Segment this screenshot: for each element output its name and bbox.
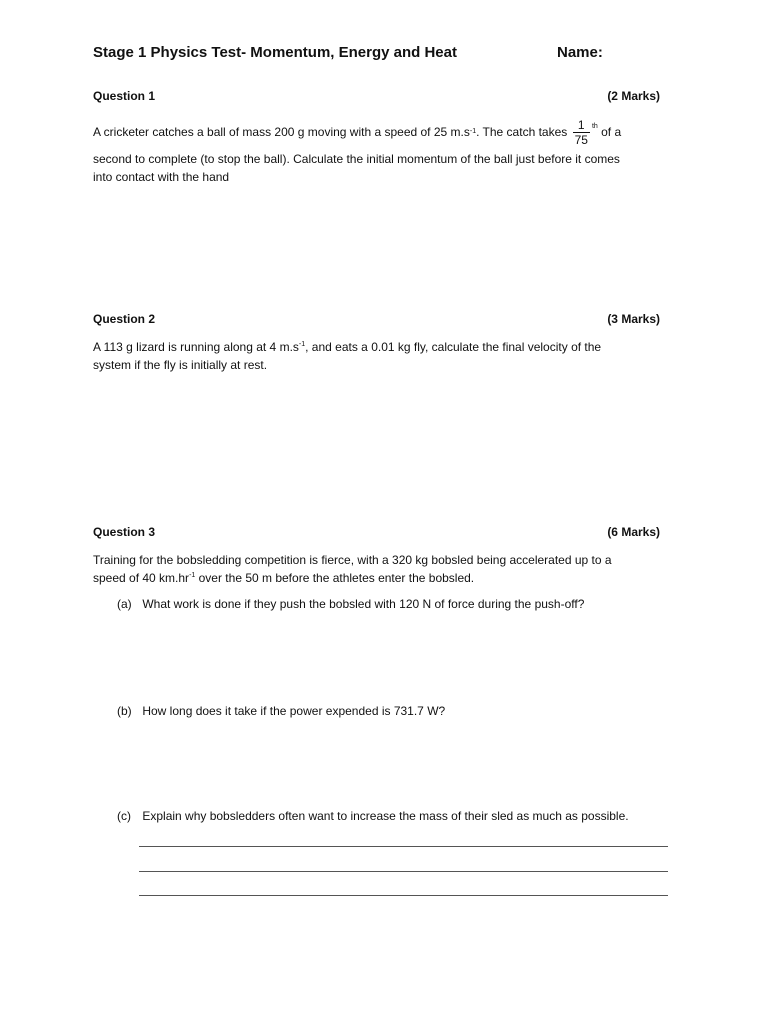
question-3-marks: (6 Marks) (607, 525, 660, 539)
answer-line[interactable] (139, 846, 668, 847)
question-1-line-1: A cricketer catches a ball of mass 200 g moving with a speed of 25 m.s -1 . The catch takes $\frac{1}{75}$ th of a (93, 117, 622, 147)
question-3-heading: Question 3 (93, 525, 156, 539)
question-2-text-part: , and eats a 0.01 kg fly, calculate the final velocity of the (305, 340, 602, 354)
question-1-line-2: second to complete (to stop the ball). Calculate the initial momentum of the ball just before it comes (93, 152, 620, 166)
question-3-line-2 (93, 569, 683, 587)
question-1-text (93, 116, 683, 186)
question-3-text (93, 551, 683, 587)
question-1-heading: Question 1 (93, 89, 156, 103)
part-text: Explain why bobsledders often want to increase the mass of their sled as much as possible. (142, 809, 629, 823)
part-label: (c) (117, 809, 131, 823)
question-3-text-part: over the 50 m before the athletes enter the bobsled. (195, 571, 475, 585)
part-label: (a) (117, 597, 132, 611)
question-1-line-3: into contact with the hand (93, 170, 230, 184)
unit-exponent: -1 (189, 572, 196, 579)
fraction (573, 118, 590, 147)
question-3-part-c (117, 809, 629, 823)
unit-exponent: -1 (298, 341, 306, 348)
question-1-text-part: of a (597, 125, 622, 139)
question-2-line-1 (93, 338, 683, 356)
fraction-numerator: 1 (573, 118, 590, 133)
fraction-denominator: 75 (574, 132, 588, 147)
page-title: Stage 1 Physics Test- Momentum, Energy and Heat (93, 44, 457, 61)
answer-line[interactable] (139, 871, 668, 872)
name-label: Name: (557, 44, 603, 61)
question-3-part-a (117, 597, 584, 611)
question-2-text-part: A 113 g lizard is running along at 4 m.s (93, 340, 299, 354)
question-1-text-part: . The catch takes (476, 125, 571, 139)
question-2-text (93, 338, 683, 374)
question-3-text-part: speed of 40 km.hr (93, 571, 190, 585)
question-1-text-part: A cricketer catches a ball of mass 200 g moving with a speed of 25 m.s (93, 125, 470, 139)
part-text: What work is done if they push the bobsled with 120 N of force during the push-off? (142, 597, 585, 611)
question-3-line-1: Training for the bobsledding competition is fierce, with a 320 kg bobsled being accelerated up to a (93, 553, 612, 567)
part-label: (b) (117, 704, 132, 718)
answer-line[interactable] (139, 895, 668, 896)
question-2-marks: (3 Marks) (607, 312, 660, 326)
question-1-marks: (2 Marks) (607, 89, 660, 103)
question-2-heading: Question 2 (93, 312, 156, 326)
question-2-line-2: system if the fly is initially at rest. (93, 358, 268, 372)
part-text: How long does it take if the power expended is 731.7 W? (142, 704, 446, 718)
question-3-part-b (117, 704, 445, 718)
